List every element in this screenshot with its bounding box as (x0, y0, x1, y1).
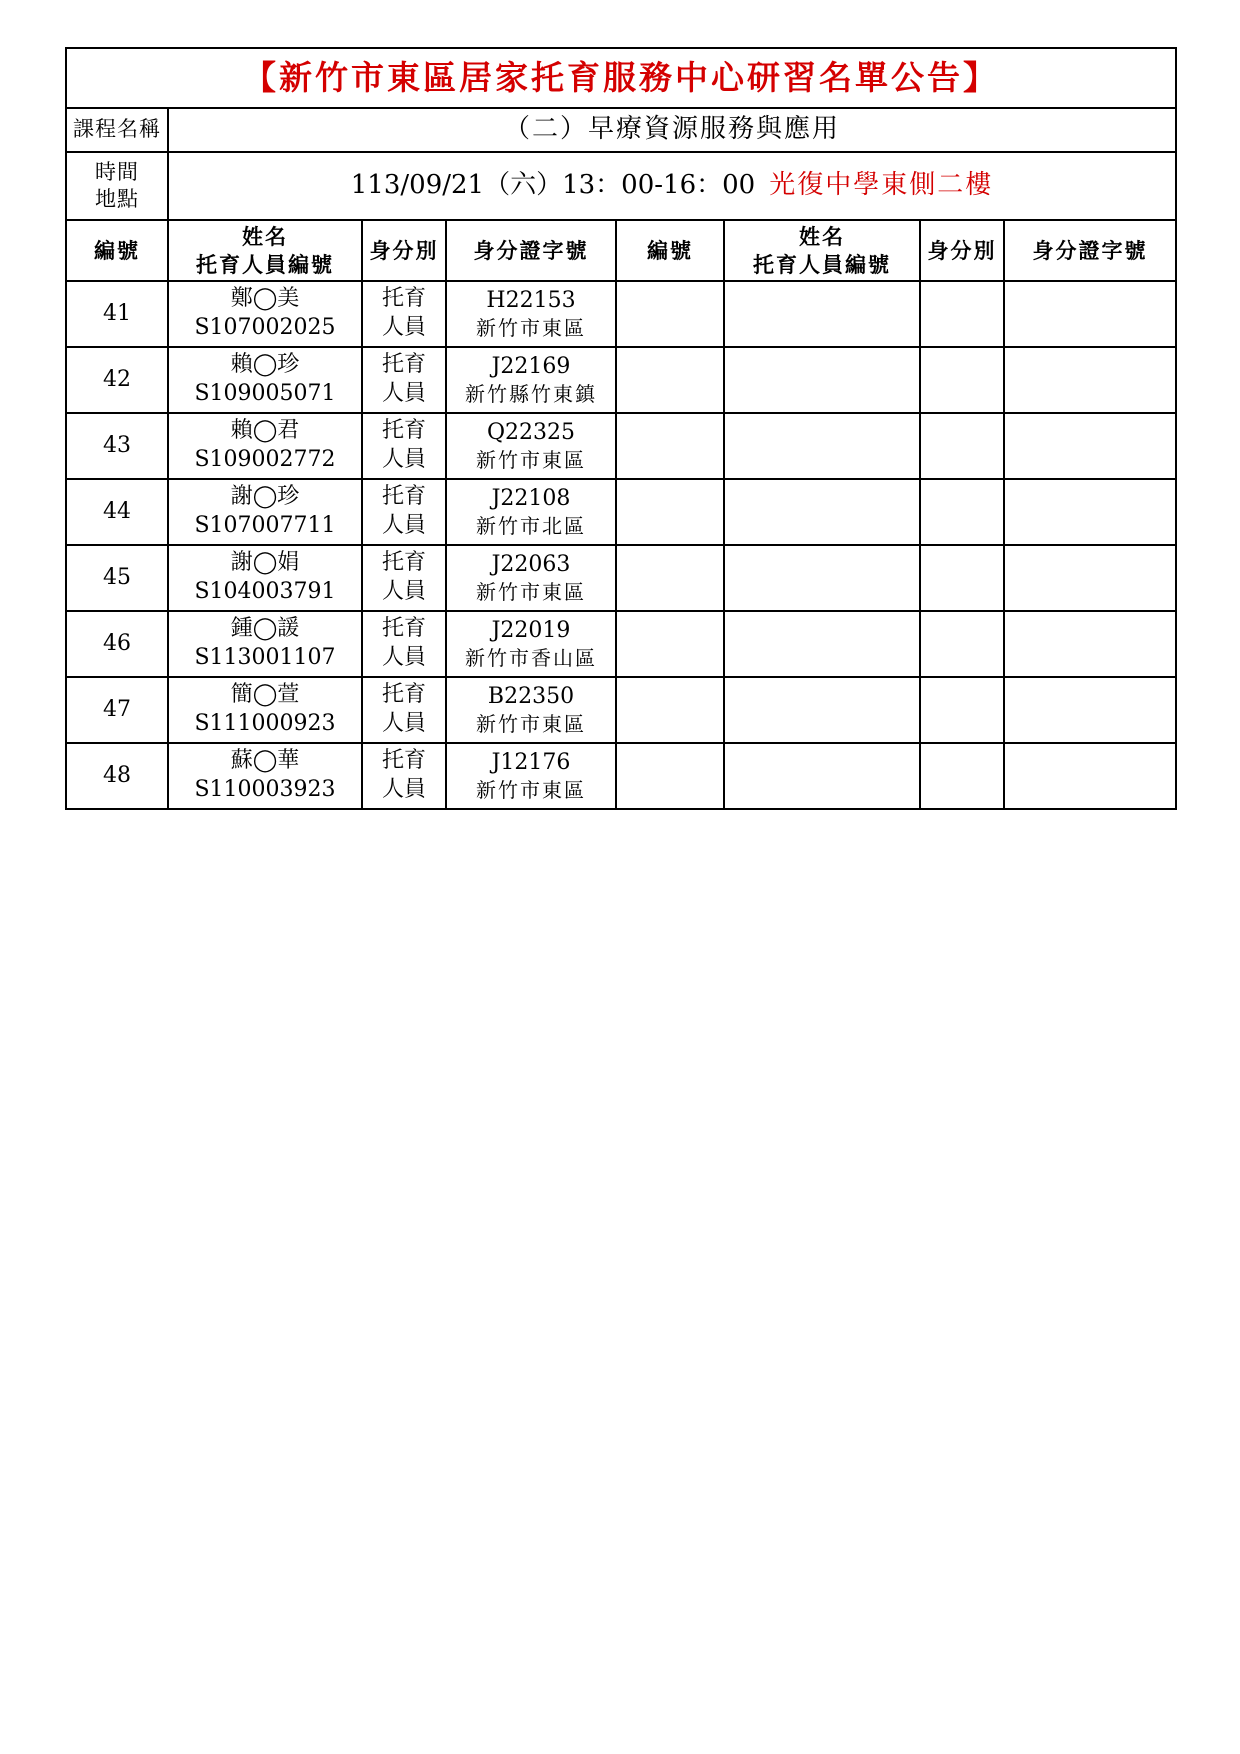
row-name: 賴◯君 (230, 418, 300, 444)
row-name: 鍾◯諼 (230, 616, 300, 642)
row-staff-id: S107007711 (194, 513, 336, 538)
empty-cell (616, 479, 724, 545)
row-staff-id: S104003791 (194, 579, 336, 604)
row-identity-cell (362, 545, 446, 611)
row-id-code: H22153 (486, 287, 576, 313)
row-staff-id: S109002772 (194, 447, 336, 472)
row-id-code: J22108 (491, 485, 571, 511)
row-id-cell (446, 479, 616, 545)
row-identity-line1: 托育 (381, 550, 426, 576)
row-district: 新竹市東區 (476, 316, 586, 341)
row-number: 45 (66, 545, 168, 611)
table-row (66, 479, 1176, 545)
row-name: 鄭◯美 (230, 286, 300, 312)
roster-table (65, 47, 1177, 810)
header-id-number-2: 身分證字號 (1004, 220, 1176, 281)
row-name: 謝◯娟 (230, 550, 300, 576)
row-identity-cell (362, 677, 446, 743)
row-district: 新竹市東區 (476, 712, 586, 737)
row-identity-cell (362, 413, 446, 479)
row-identity-line2: 人員 (381, 315, 426, 340)
empty-cell (1004, 479, 1176, 545)
row-staff-id: S113001107 (194, 645, 336, 670)
header-name-2 (724, 220, 920, 281)
row-number: 43 (66, 413, 168, 479)
row-identity-line2: 人員 (381, 513, 426, 538)
page-title: 【新竹市東區居家托育服務中心研習名單公告】 (66, 48, 1176, 108)
header-name-line2: 托育人員編號 (196, 251, 334, 277)
row-name: 謝◯珍 (230, 484, 300, 510)
row-identity-line2: 人員 (381, 381, 426, 406)
table-row (66, 413, 1176, 479)
header-identity: 身分別 (362, 220, 446, 281)
empty-cell (616, 743, 724, 809)
row-identity-line1: 托育 (381, 616, 426, 642)
empty-cell (616, 413, 724, 479)
row-name: 簡◯萱 (230, 682, 300, 708)
row-staff-id: S109005071 (194, 381, 336, 406)
empty-cell (724, 743, 920, 809)
empty-cell (724, 281, 920, 347)
empty-cell (1004, 347, 1176, 413)
row-district: 新竹市東區 (476, 778, 586, 803)
row-id-cell (446, 677, 616, 743)
empty-cell (724, 479, 920, 545)
empty-cell (616, 281, 724, 347)
table-row (66, 677, 1176, 743)
row-staff-id: S107002025 (194, 315, 336, 340)
time-place-label (66, 152, 168, 220)
row-id-code: J22019 (491, 617, 571, 643)
row-name-cell (168, 413, 362, 479)
empty-cell (1004, 677, 1176, 743)
row-number: 44 (66, 479, 168, 545)
row-id-code: B22350 (487, 683, 575, 709)
empty-cell (920, 545, 1004, 611)
header-identity-2: 身分別 (920, 220, 1004, 281)
row-identity-line1: 托育 (381, 352, 426, 378)
empty-cell (724, 545, 920, 611)
course-name: （二）早療資源服務與應用 (168, 108, 1176, 152)
empty-cell (1004, 743, 1176, 809)
row-identity-cell (362, 347, 446, 413)
empty-cell (724, 413, 920, 479)
row-id-code: Q22325 (486, 419, 576, 445)
row-identity-line2: 人員 (381, 579, 426, 604)
row-identity-line1: 托育 (381, 682, 426, 708)
empty-cell (724, 677, 920, 743)
row-identity-line2: 人員 (381, 447, 426, 472)
row-district: 新竹市東區 (476, 448, 586, 473)
row-identity-line1: 托育 (381, 286, 426, 312)
table-row (66, 545, 1176, 611)
row-name-cell (168, 611, 362, 677)
header-name-2-line2: 托育人員編號 (753, 251, 891, 277)
row-district: 新竹市東區 (476, 580, 586, 605)
table-row (66, 743, 1176, 809)
row-number: 41 (66, 281, 168, 347)
row-district: 新竹市北區 (476, 514, 586, 539)
row-staff-id: S111000923 (194, 711, 336, 736)
empty-cell (1004, 611, 1176, 677)
course-row (66, 108, 1176, 152)
empty-cell (616, 545, 724, 611)
empty-cell (616, 611, 724, 677)
empty-cell (616, 347, 724, 413)
empty-cell (724, 347, 920, 413)
title-row (66, 48, 1176, 108)
session-location: 光復中學東側二樓 (769, 170, 994, 201)
row-identity-line2: 人員 (381, 645, 426, 670)
row-id-cell (446, 347, 616, 413)
row-identity-line1: 托育 (381, 484, 426, 510)
row-number: 46 (66, 611, 168, 677)
empty-cell (920, 413, 1004, 479)
row-identity-cell (362, 743, 446, 809)
row-number: 42 (66, 347, 168, 413)
empty-cell (920, 611, 1004, 677)
empty-cell (724, 611, 920, 677)
row-identity-cell (362, 479, 446, 545)
row-identity-line1: 托育 (381, 748, 426, 774)
empty-cell (616, 677, 724, 743)
row-number: 47 (66, 677, 168, 743)
row-identity-cell (362, 611, 446, 677)
header-number: 編號 (66, 220, 168, 281)
empty-cell (1004, 281, 1176, 347)
row-id-cell (446, 611, 616, 677)
row-identity-line1: 托育 (381, 418, 426, 444)
row-name-cell (168, 281, 362, 347)
empty-cell (920, 479, 1004, 545)
row-id-code: J22063 (491, 551, 571, 577)
table-row (66, 611, 1176, 677)
roster-sheet (65, 47, 1175, 810)
empty-cell (920, 347, 1004, 413)
table-row (66, 281, 1176, 347)
row-name-cell (168, 545, 362, 611)
row-district: 新竹市香山區 (465, 646, 597, 671)
empty-cell (1004, 545, 1176, 611)
row-name-cell (168, 677, 362, 743)
row-id-cell (446, 545, 616, 611)
row-id-cell (446, 743, 616, 809)
table-row (66, 347, 1176, 413)
row-name-cell (168, 743, 362, 809)
row-id-code: J12176 (491, 749, 571, 775)
row-name-cell (168, 347, 362, 413)
row-district: 新竹縣竹東鎮 (465, 382, 597, 407)
time-place-row (66, 152, 1176, 220)
empty-cell (920, 281, 1004, 347)
row-number: 48 (66, 743, 168, 809)
session-time: 113/09/21（六）13：00-16：00 (350, 170, 756, 201)
empty-cell (1004, 413, 1176, 479)
header-name (168, 220, 362, 281)
place-label: 地點 (95, 187, 139, 211)
row-id-cell (446, 413, 616, 479)
header-id-number: 身分證字號 (446, 220, 616, 281)
time-label: 時間 (95, 159, 139, 184)
row-name: 蘇◯華 (230, 748, 300, 774)
header-name-line1: 姓名 (242, 224, 288, 250)
row-name: 賴◯珍 (230, 352, 300, 378)
header-name-2-line1: 姓名 (799, 224, 845, 250)
row-identity-cell (362, 281, 446, 347)
header-row (66, 220, 1176, 281)
course-label: 課程名稱 (66, 108, 168, 152)
row-identity-line2: 人員 (381, 711, 426, 736)
time-place-value (168, 152, 1176, 220)
header-number-2: 編號 (616, 220, 724, 281)
row-staff-id: S110003923 (194, 777, 336, 802)
row-identity-line2: 人員 (381, 777, 426, 802)
empty-cell (920, 743, 1004, 809)
row-id-cell (446, 281, 616, 347)
row-name-cell (168, 479, 362, 545)
row-id-code: J22169 (491, 353, 571, 379)
empty-cell (920, 677, 1004, 743)
